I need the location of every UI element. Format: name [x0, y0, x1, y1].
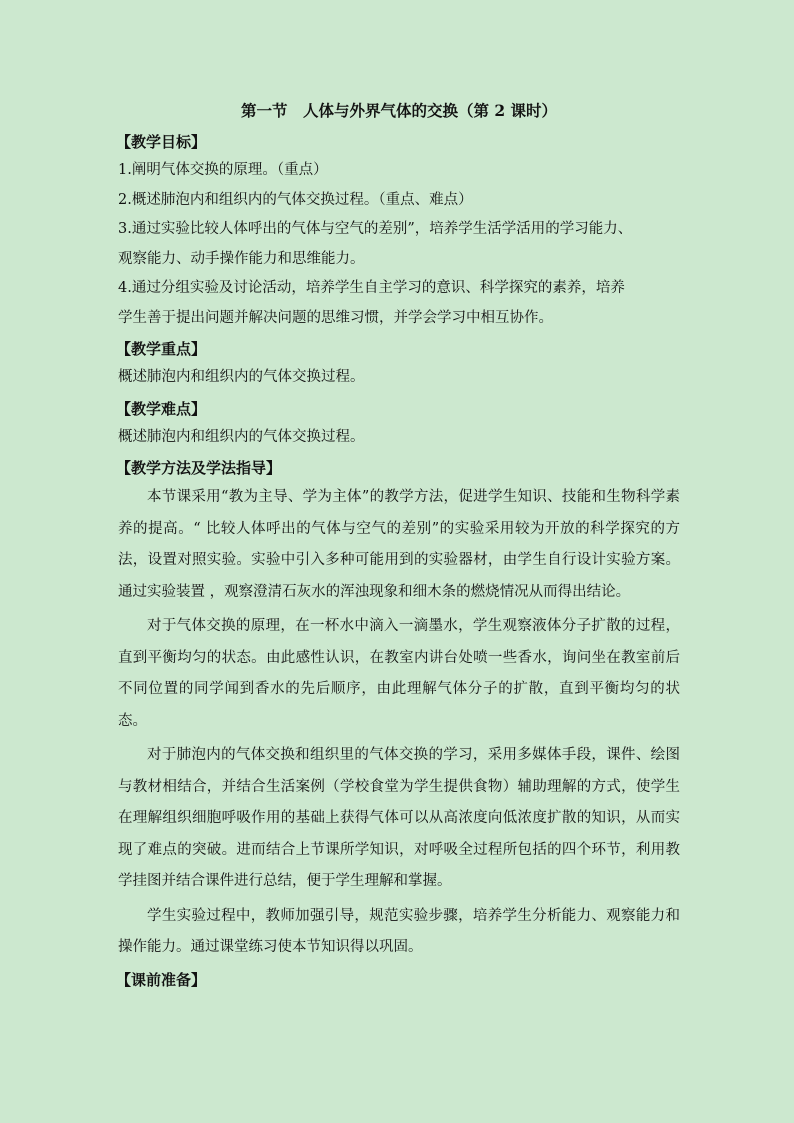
- methods-heading: 【教学方法及学法指导】: [116, 459, 282, 477]
- key-points-text: 概述肺泡内和组织内的气体交换过程。: [118, 369, 365, 385]
- difficulties-text: 概述肺泡内和组织内的气体交换过程。: [118, 428, 365, 445]
- document-title: 第一节 人体与外界气体的交换（第 2 课时）: [240, 101, 558, 120]
- preparation-heading: 【课前准备】: [116, 970, 207, 989]
- methods-paragraph-2: 对于气体交换的原理，在一杯水中滴入一滴墨水，学生观察液体分子扩散的过程，直到平衡均匀的状态。由此感性认识，在教室内讲台处喷一些香水，询问坐在教室前后不同位置的同学闻到香水的先后顺序，由此理解气体分子的扩散，直到平衡均匀的状态。: [118, 618, 680, 729]
- methods-paragraph-3: 对于肺泡内的气体交换和组织里的气体交换的学习，采用多媒体手段，课件、绘图与教材相结合，并结合生活案例（学校食堂为学生提供食物）辅助理解的方式，使学生在理解组织细胞呼吸作用的基础上获得气体可以从高浓度向低浓度扩散的知识，从而实现了难点的突破。进而结合上节课所学知识，对呼吸全过程所包括的四个环节，利用教学挂图并结合课件进行总结，便于学生理解和掌握。: [118, 747, 680, 889]
- objective-4-line-1: 4.通过分组实验及讨论活动，培养学生自主学习的意识、科学探究的素养，培养: [118, 280, 625, 296]
- methods-paragraph-1: 本节课采用“教为主导、学为主体”的教学方法，促进学生知识、技能和生物科学素养的提高。“ 比较人体呼出的气体与空气的差别”的实验采用较为开放的科学探究的方法，设置对照实验。实验中引入多种可能用到的实验器材，由学生自行设计实验方案。通过实验装置 ，观察澄清石灰水的浑浊现象和细木条的燃烧情况从而得出结论。: [118, 489, 680, 600]
- objective-2: 2.概述肺泡内和组织内的气体交换过程。（重点、难点）: [118, 191, 473, 208]
- document-page: [118, 98, 680, 994]
- objective-1: 1.阐明气体交换的原理。（重点）: [118, 162, 328, 178]
- objectives-heading: 【教学目标】: [116, 133, 207, 151]
- objective-3-line-2: 观察能力、动手操作能力和思维能力。: [118, 250, 365, 267]
- objective-4-line-2: 学生善于提出问题并解决问题的思维习惯，并学会学习中相互协作。: [118, 309, 553, 326]
- methods-paragraph-4: 学生实验过程中，教师加强引导，规范实验步骤，培养学生分析能力、观察能力和操作能力。通过课堂练习使本节知识得以巩固。: [118, 907, 680, 955]
- objective-3-line-1: 3.通过实验比较人体呼出的气体与空气的差别”，培养学生活学活用的学习能力、: [118, 221, 633, 237]
- key-points-heading: 【教学重点】: [116, 340, 207, 358]
- difficulties-heading: 【教学难点】: [116, 399, 207, 418]
